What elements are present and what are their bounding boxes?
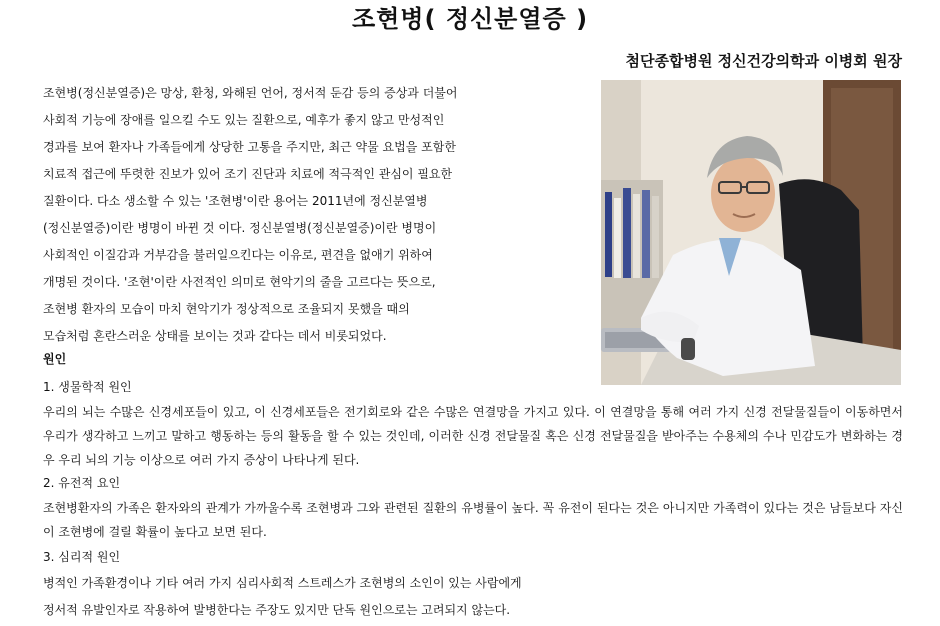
intro-line: 개명된 것이다. '조현'이란 사전적인 의미로 현악기의 줄을 고르다는 뜻으로, xyxy=(43,275,436,289)
section-heading: 3. 심리적 원인 xyxy=(43,550,121,564)
intro-line: 조현병(정신분열증)은 망상, 환청, 와해된 언어, 정서적 둔감 등의 증상과 더불어 xyxy=(43,86,458,100)
intro-line: (정신분열증)이란 병명이 바뀐 것 이다. 정신분열병(정신분열증)이란 병명이 xyxy=(43,221,437,235)
section-text: 정서적 유발인자로 작용하여 발병한다는 주장도 있지만 단독 원인으로는 고려되지 않는다. xyxy=(43,603,511,617)
section-heading: 2. 유전적 요인 xyxy=(43,476,121,490)
intro-line: 질환이다. 다소 생소할 수 있는 '조현병'이란 용어는 2011년에 정신분열병 xyxy=(43,194,428,208)
page-title: 조현병( 정신분열증 ) xyxy=(351,5,589,33)
section-text: 우리의 뇌는 수많은 신경세포들이 있고, 이 신경세포들은 전기회로와 같은 수많은 연결망을 가지고 있다. 이 연결망을 통해 여러 가지 신경 전달물질들이 이동하면서 우리가 생각하고 느끼고 말하고 행동하는 등의 활동을 할 수 있는 것인데, 이러한 신경 전달물질 혹은 신경 전달물질을 받아주는 수용체의 수나 민감도가 변화하는 경우 우리 뇌의 기능 이상으로 여러 가지 증상이 나타나게 된다. xyxy=(43,405,903,467)
cause-heading: 원인 xyxy=(43,352,67,366)
intro-paragraph xyxy=(43,80,563,350)
intro-line: 사회적인 이질감과 거부감을 불러일으킨다는 이유로, 편견을 없애기 위하여 xyxy=(43,248,433,262)
genetic-cause-section xyxy=(43,470,903,544)
author-byline: 첨단종합병원 정신건강의학과 이병회 원장 xyxy=(625,52,902,70)
intro-line: 조현병 환자의 모습이 마치 현악기가 정상적으로 조율되지 못했을 때의 xyxy=(43,302,410,316)
intro-line: 치료적 접근에 뚜렷한 진보가 있어 조기 진단과 치료에 적극적인 관심이 필요한 xyxy=(43,167,453,181)
intro-line: 모습처럼 혼란스러운 상태를 보이는 것과 같다는 데서 비롯되었다. xyxy=(43,329,387,343)
intro-line: 사회적 기능에 장애를 일으킬 수도 있는 질환으로, 예후가 좋지 않고 만성적인 xyxy=(43,113,445,127)
cause-section xyxy=(43,346,903,372)
biological-cause-section xyxy=(43,374,903,472)
intro-line: 경과를 보여 환자나 가족들에게 상당한 고통을 주지만, 최근 약물 요법을 포함한 xyxy=(43,140,456,154)
doctor-photo xyxy=(601,80,901,385)
section-heading: 1. 생물학적 원인 xyxy=(43,380,132,394)
psychological-cause-section xyxy=(43,544,903,624)
section-text: 조현병환자의 가족은 환자와의 관계가 가까울수록 조현병과 그와 관련된 질환의 유병률이 높다. 꼭 유전이 된다는 것은 아니지만 가족력이 있다는 것은 남들보다 자신이 조현병에 걸릴 확률이 높다고 보면 된다. xyxy=(43,501,903,539)
section-text: 병적인 가족환경이나 기타 여러 가지 심리사회적 스트레스가 조현병의 소인이 있는 사람에게 xyxy=(43,576,522,590)
